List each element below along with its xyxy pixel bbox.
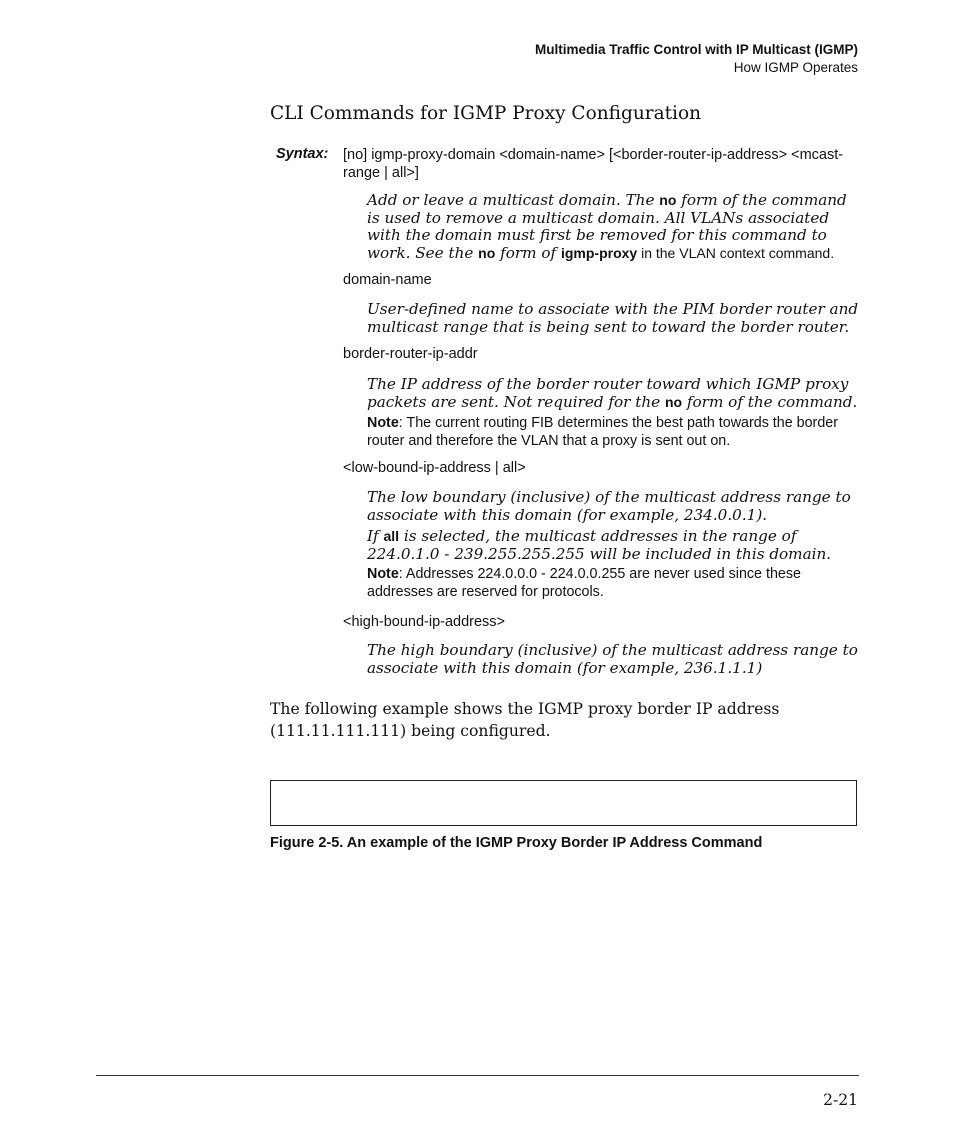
keyword-all: all [383,528,400,544]
example-paragraph: The following example shows the IGMP proxy border IP address (111.11.111.111) being configured. [270,700,780,740]
running-header [535,41,858,77]
param-border-router-desc: The IP address of the border router toward which IGMP proxy packets are sent. Not required for the no form of the command. [367,375,858,411]
param-low-bound-desc: The low boundary (inclusive) of the multicast address range to associate with this domain (for example, 234.0.0.1). [367,488,851,524]
header-chapter: Multimedia Traffic Control with IP Multicast (IGMP) [534,42,858,57]
note-label: Note [367,415,399,431]
param-border-router: border-router-ip-addr [343,346,478,362]
keyword-igmp-proxy: igmp-proxy [560,244,638,261]
section-title: CLI Commands for IGMP Proxy Configuration [270,103,702,124]
page-number: 2-21 [823,1091,858,1109]
figure-caption: Figure 2-5. An example of the IGMP Proxy Border IP Address Command [270,835,763,851]
param-high-bound-desc: The high boundary (inclusive) of the multicast address range to associate with this domain (for example, 236.1.1.1) [367,641,858,677]
footer-rule [96,1075,859,1076]
note-border-router: Note: The current routing FIB determines the best path towards the border router and therefore the VLAN that a proxy is sent out on. [367,415,838,449]
param-low-bound: <low-bound-ip-address | all> [343,460,526,476]
syntax-label: Syntax: [276,146,329,162]
keyword-no: no [664,393,683,410]
param-low-bound-all: If all is selected, the multicast addresses in the range of 224.0.1.0 - 239.255.255.255 will be included in this domain. [367,527,832,563]
param-high-bound: <high-bound-ip-address> [343,614,506,630]
figure-box [270,780,857,826]
note-low-bound: Note: Addresses 224.0.0.0 - 224.0.0.255 are never used since these addresses are reserved for protocols. [367,566,801,600]
keyword-no: no [478,244,496,261]
note-label: Note [367,566,399,582]
syntax-description: Add or leave a multicast domain. The no form of the command is used to remove a multicast domain. All VLANs associated with the domain must first be removed for this command to work. See the no form of igmp-proxy in the VLAN context command. [367,191,847,262]
param-domain-name-desc: User-defined name to associate with the PIM border router and multicast range that is being sent to toward the border router. [367,300,859,336]
keyword-no: no [659,192,677,208]
syntax-command: [no] igmp-proxy-domain <domain-name> [<border-router-ip-address> <mcast-range | all>] [343,147,844,181]
header-section: How IGMP Operates [733,60,858,75]
param-domain-name: domain-name [343,272,432,288]
